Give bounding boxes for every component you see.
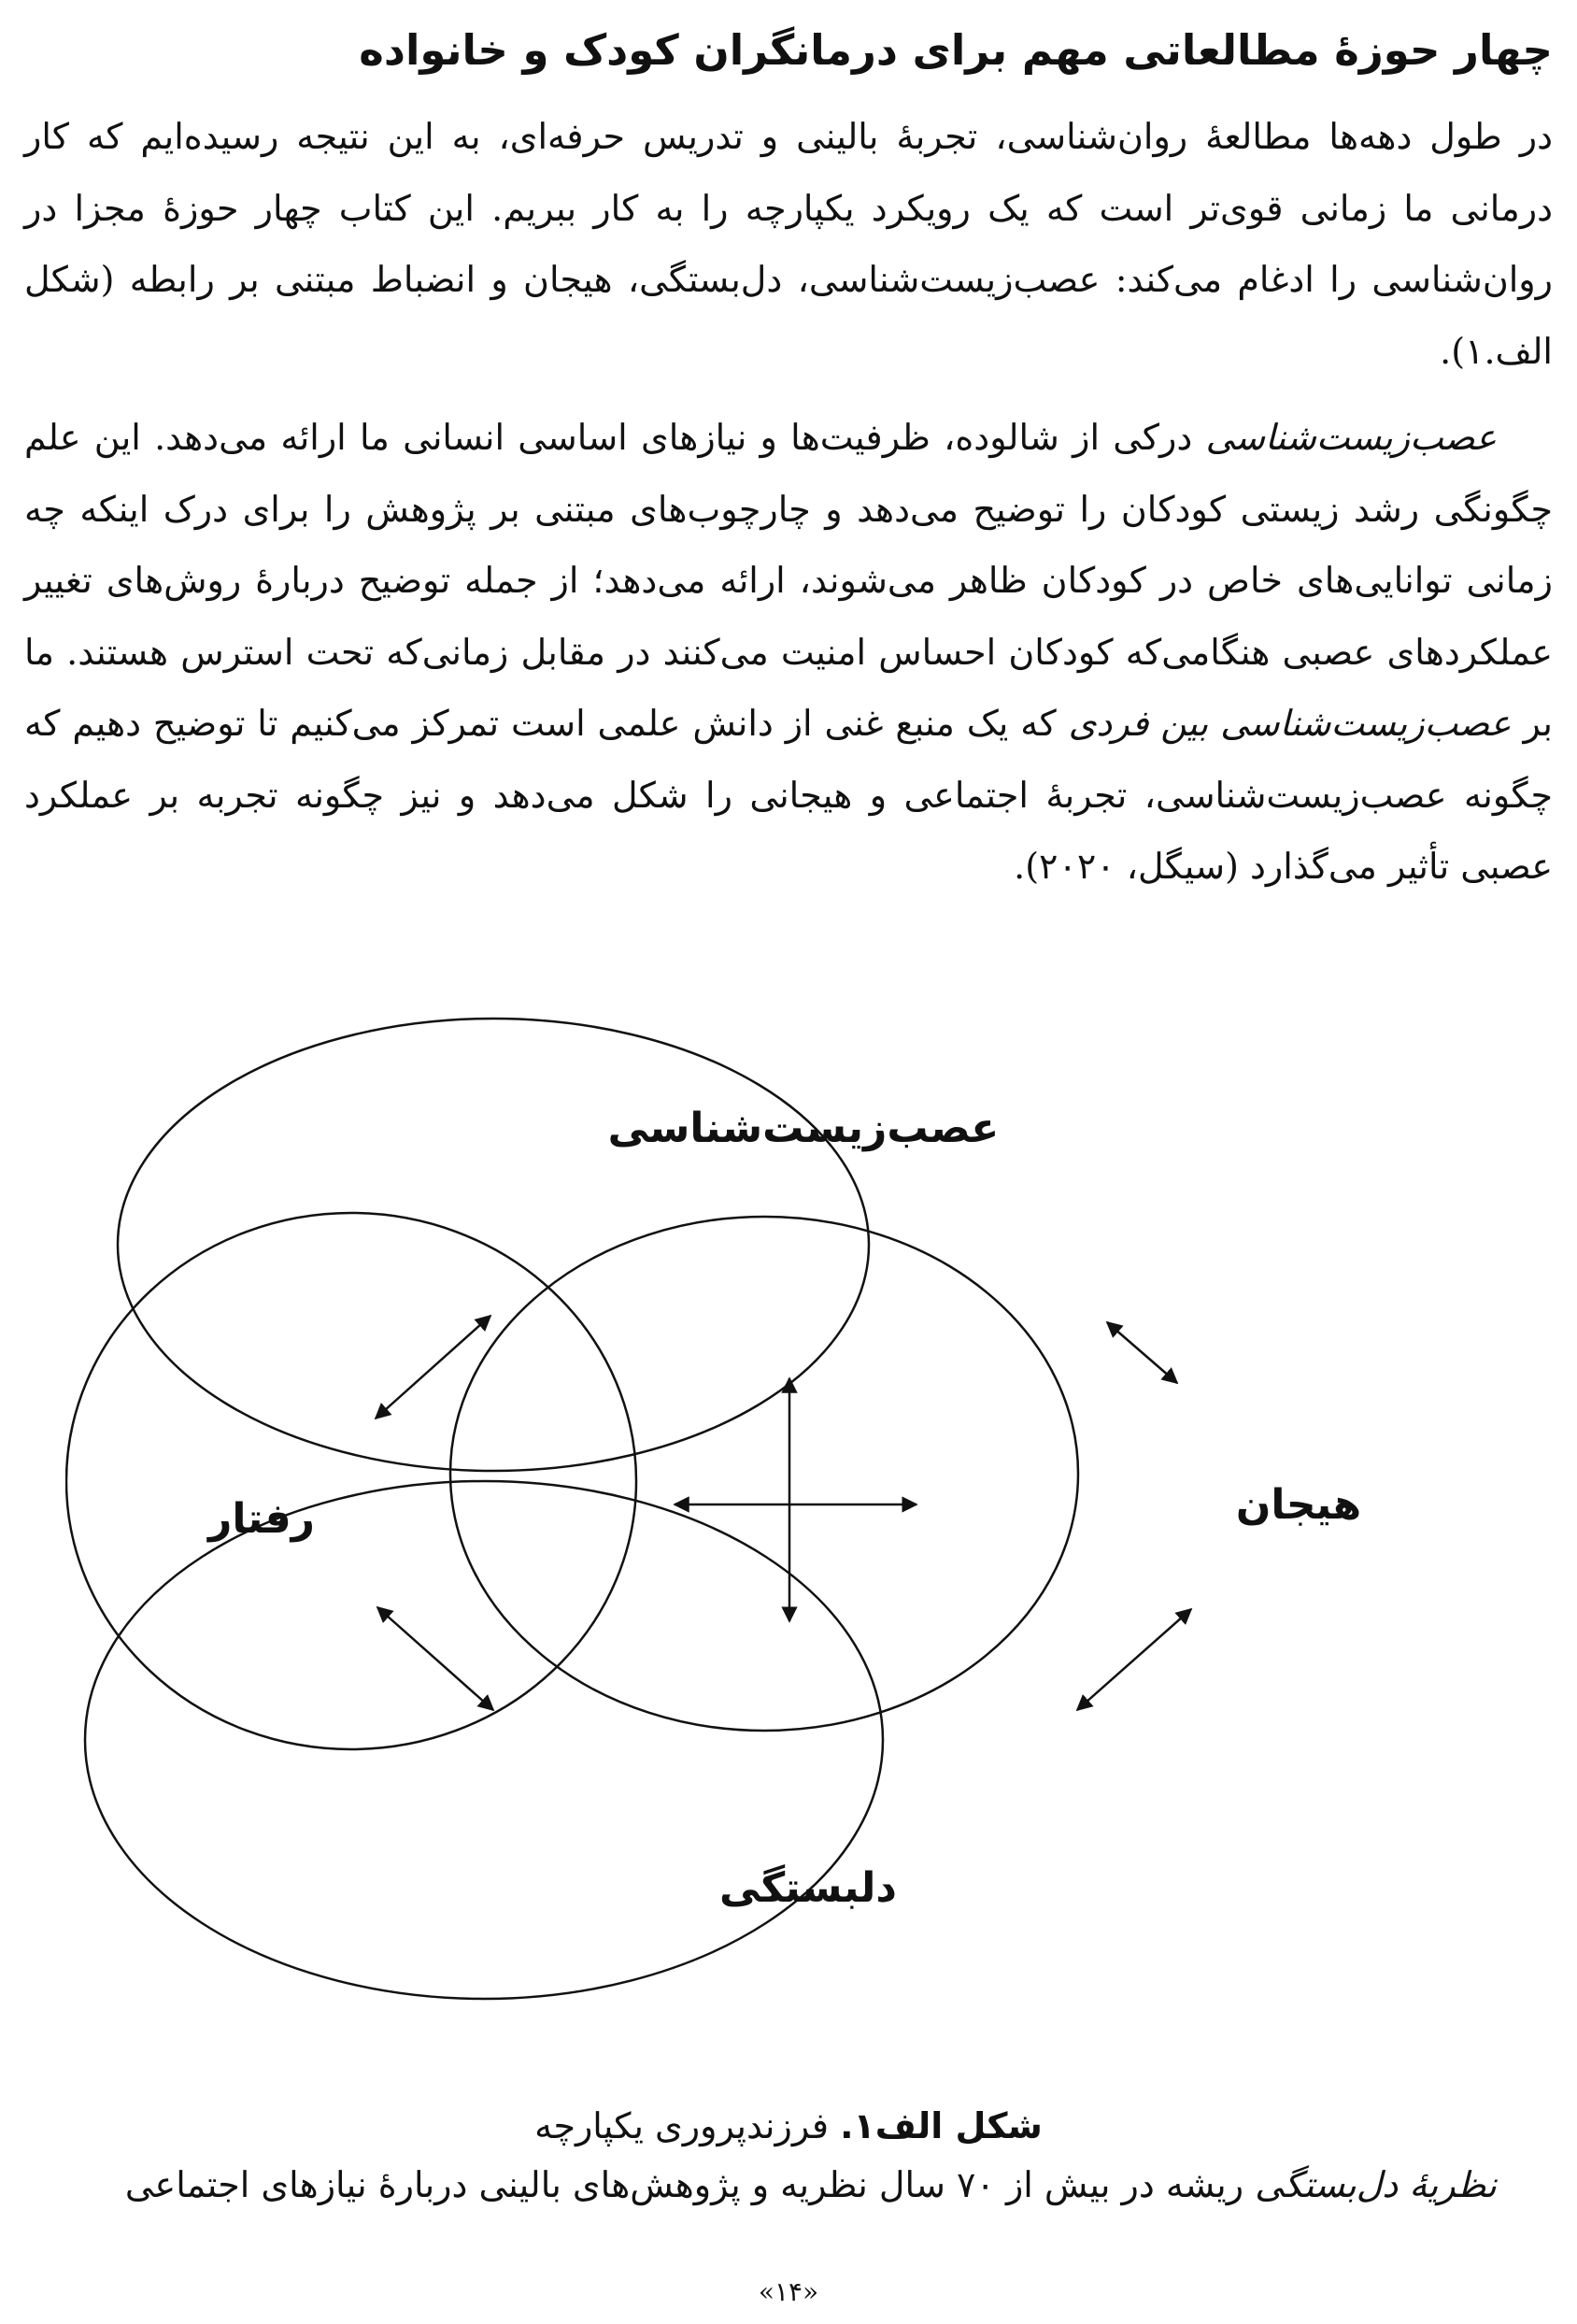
paragraph-neurobiology (24, 402, 1553, 903)
term-attachment-theory: نظریهٔ دل‌بستگی (1255, 2164, 1497, 2205)
figure-caption-text: فرزندپروری یکپارچه (534, 2105, 841, 2146)
paragraph-attachment (24, 2149, 1553, 2221)
arrow-upper-right (1107, 1322, 1177, 1383)
paragraph-intro: در طول دهه‌ها مطالعهٔ روان‌شناسی، تجربهٔ بالینی و تدریس حرفه‌ای، به این نتیجه رسیده‌ایم که کار درمانی ما زمانی قوی‌تر است که یک رویکرد یکپارچه را به کار ببریم. این کتاب چهار حوزهٔ مجزا در روان‌شناسی را ادغام می‌کند: عصب‌زیست‌شناسی، دل‌بستگی، هیجان و انضباط مبتنی بر رابطه (شکل الف.۱). (24, 116, 1553, 372)
circle-neurobiology (118, 1019, 869, 1471)
term-neurobiology: عصب‌زیست‌شناسی (1205, 417, 1497, 458)
circle-behavior (66, 1213, 636, 1749)
figure-caption (0, 2098, 1577, 2154)
circle-attachment (85, 1481, 883, 1999)
arrow-upper-left (376, 1316, 490, 1419)
label-behavior: رفتار (208, 1495, 315, 1543)
venn-diagram-figure (65, 962, 1513, 2084)
label-neurobiology: عصب‌زیست‌شناسی (607, 1105, 1000, 1152)
paragraph-neurobiology-text-2: که یک منبع غنی از دانش علمی است تمرکز می‌کنیم تا توضیح دهیم که چگونه عصب‌زیست‌شناسی، تجربهٔ اجتماعی و هیجانی را شکل می‌دهد و نیز چگونه تجربه بر عملکرد عصبی تأثیر می‌گذارد (سیگل، ۲۰۲۰). (24, 703, 1553, 887)
term-interpersonal-neurobiology: عصب‌زیست‌شناسی بین فردی (1068, 703, 1512, 744)
arrow-lower-right (1077, 1609, 1191, 1710)
label-emotion: هیجان (1235, 1481, 1362, 1529)
arrow-lower-left (377, 1607, 493, 1710)
page-number: «۱۴» (758, 2276, 819, 2307)
label-attachment: دلبستگی (719, 1864, 897, 1912)
circle-emotion (450, 1217, 1078, 1731)
section-title: چهار حوزهٔ مطالعاتی مهم برای درمانگران کودک و خانواده (359, 25, 1553, 75)
paragraph-neurobiology-text-1: درکی از شالوده، ظرفیت‌ها و نیازهای اساسی انسانی ما ارائه می‌دهد. این علم چگونگی رشد زیستی کودکان را توضیح می‌دهد و چارچوب‌های مبتنی بر پژوهش را برای درک اینکه چه زمانی توانایی‌های خاص در کودکان ظاهر می‌شوند، ارائه می‌دهد؛ از جمله توضیح دربارهٔ روش‌های تغییر عملکردهای عصبی هنگامی‌که کودکان احساس امنیت می‌کنند در مقابل زمانی‌که تحت استرس هستند. ما بر (24, 417, 1553, 744)
venn-diagram (65, 962, 1513, 2084)
paragraph-attachment-text: ریشه در بیش از ۷۰ سال نظریه و پژوهش‌های بالینی دربارهٔ نیازهای اجتماعی (124, 2164, 1256, 2205)
figure-caption-label: شکل الف۱. (840, 2105, 1043, 2146)
